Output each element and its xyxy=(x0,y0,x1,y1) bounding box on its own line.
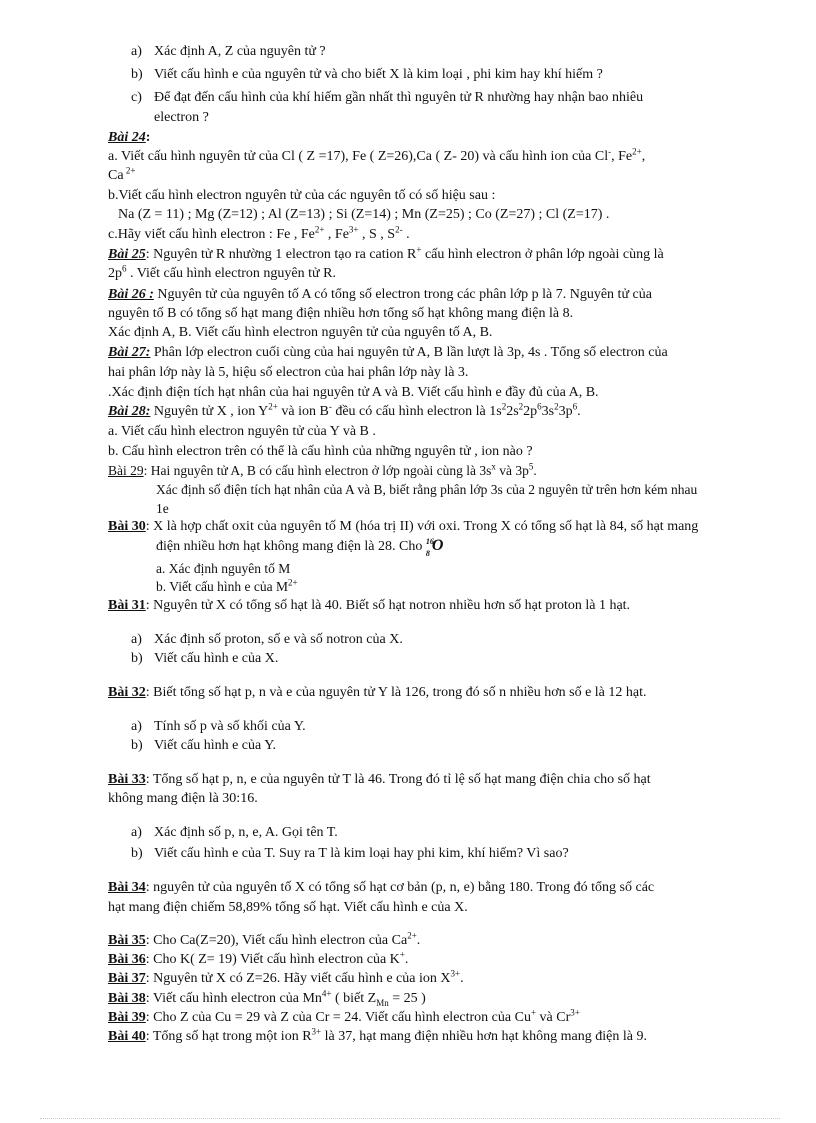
exercise-line: Bài 34: nguyên tử của nguyên tố X có tổng số hạt cơ bản (p, n, e) bằng 180. Trong đó tổng số các xyxy=(108,880,655,895)
exercise-line: Bài 37: Nguyên tử X có Z=26. Hãy viết cấu hình e của ion $X^{3+}$. xyxy=(108,968,464,986)
exercise-line: Bài 25: Nguyên tử R nhường 1 electron tạo ra cation R+ cấu hình electron ở phân lớp ngoài cùng là xyxy=(108,244,664,262)
list-item: b) Viết cấu hình e của Y. xyxy=(131,738,277,753)
exercise-line: Bài 32: Biết tổng số hạt p, n và e của nguyên tử Y là 126, trong đó số n nhiều hơn số e là 12 hạt. xyxy=(108,685,647,700)
paragraph-line: Ca $^{2+}$ xyxy=(108,165,136,183)
exercise-line: Bài 26 : Nguyên tử của nguyên tố A có tổng số electron trong các phân lớp p là 7. Nguyên tử của xyxy=(108,287,652,302)
paragraph-line: a. Viết cấu hình electron nguyên tử của Y và B . xyxy=(108,424,376,439)
page-footer-divider xyxy=(40,1118,780,1119)
exercise-line: Bài 40: Tổng số hạt trong một ion $R^{3+}$ là 37, hạt mang điện nhiều hơn hạt không mang điện là 9. xyxy=(108,1026,647,1044)
paragraph-line: nguyên tố B có tổng số hạt mang điện nhiều hơn tổng số hạt không mang điện là 8. xyxy=(108,306,574,321)
paragraph-line: Xác định số điện tích hạt nhân của A và B, biết rằng phân lớp 3s của 2 nguyên tử trên hơn kém nhau xyxy=(156,482,698,497)
paragraph-line: b. Cấu hình electron trên có thể là cấu hình của những nguyên tử , ion nào ? xyxy=(108,444,533,459)
paragraph-line: $2p^6$ . Viết cấu hình electron nguyên tử R. xyxy=(108,263,336,281)
paragraph-line: điện nhiều hơn hạt không mang điện là 28. Cho 16 8 O xyxy=(156,537,444,558)
exercise-title: Bài 24: xyxy=(108,130,151,145)
list-item: b) Viết cấu hình e của X. xyxy=(131,651,279,666)
paragraph-line: hạt mang điện chiếm 58,89% tổng số hạt. Viết cấu hình e của X. xyxy=(108,900,468,915)
exercise-line: Bài 28: Nguyên tử X , ion $Y^{2+}$ và ion B- đều có cấu hình electron là $1s^22s^22p^63s^23p^6$. xyxy=(108,401,581,419)
exercise-line: Bài 27: Phân lớp electron cuối cùng của hai nguyên tử A, B lần lượt là 3p, 4s . Tổng số electron của xyxy=(108,345,668,360)
paragraph-line: a. Viết cấu hình nguyên tử của Cl ( Z =17), Fe ( Z=26),Ca ( Z- 20) và cấu hình ion của Cl-, $Fe^{2+}$, xyxy=(108,146,646,164)
exercise-line: Bài 31: Nguyên tử X có tổng số hạt là 40. Biết số hạt notron nhiều hơn số hạt proton là 1 hạt. xyxy=(108,598,631,613)
paragraph-line: .Xác định điện tích hạt nhân của hai nguyên tử A và B. Viết cấu hình e đầy đủ của A, B. xyxy=(108,385,599,400)
exercise-line: Bài 39: Cho Z của Cu = 29 và Z của Cr = 24. Viết cấu hình electron của Cu+ và $Cr^{3+}$ xyxy=(108,1007,580,1025)
paragraph-line: Na (Z = 11) ; Mg (Z=12) ; Al (Z=13) ; Si (Z=14) ; Mn (Z=25) ; Co (Z=27) ; Cl (Z=17) . xyxy=(118,207,610,222)
list-item: a. Xác định nguyên tố M xyxy=(156,561,291,576)
paragraph-line: c.Hãy viết cấu hình electron : Fe , $Fe^{2+}$ , $Fe^{3+}$ , S , $S^{2-}$ . xyxy=(108,224,410,242)
exercise-line: Bài 33: Tổng số hạt p, n, e của nguyên tử T là 46. Trong đó tỉ lệ số hạt mang điện chia cho số hạt xyxy=(108,772,651,787)
exercise-line: Bài 36: Cho K( Z= 19) Viết cấu hình electron của K+. xyxy=(108,949,409,967)
oxygen-isotope-symbol: 16 8 O xyxy=(425,537,444,558)
list-item: c) Để đạt đến cấu hình của khí hiếm gần nhất thì nguyên tử R nhường hay nhận bao nhiêu xyxy=(131,90,644,105)
paragraph-line: Xác định A, B. Viết cấu hình electron nguyên tử của nguyên tố A, B. xyxy=(108,325,493,340)
list-item: a) Xác định A, Z của nguyên tử ? xyxy=(131,44,326,59)
exercise-line: Bài 30: X là hợp chất oxit của nguyên tố M (hóa trị II) với oxi. Trong X có tổng số hạt là 84, số hạt mang xyxy=(108,519,699,534)
exercise-line: Bài 35: Cho Ca(Z=20), Viết cấu hình electron của $Ca^{2+}$. xyxy=(108,930,421,948)
list-item: a) Tính số p và số khối của Y. xyxy=(131,719,306,734)
list-item: b. Viết cấu hình e của $M^{2+}$ xyxy=(156,577,298,594)
list-item-continuation: electron ? xyxy=(154,110,209,125)
list-item: a) Xác định số proton, số e và số notron của X. xyxy=(131,632,403,647)
exercise-line: Bài 38: Viết cấu hình electron của $Mn^{4+}$ ( biết $Z_{Mn} = 25$ ) xyxy=(108,988,426,1008)
paragraph-line: hai phân lớp này là 5, hiệu số electron của hai phân lớp này là 3. xyxy=(108,365,469,380)
exercise-line: Bài 29: Hai nguyên tử A, B có cấu hình electron ở lớp ngoài cùng là $3s^x$ và $3p^5$. xyxy=(108,461,537,478)
list-item: a) Xác định số p, n, e, A. Gọi tên T. xyxy=(131,825,338,840)
list-item: b) Viết cấu hình e của T. Suy ra T là kim loại hay phi kim, khí hiếm? Vì sao? xyxy=(131,846,569,861)
list-item: b) Viết cấu hình e của nguyên tử và cho biết X là kim loại , phi kim hay khí hiếm ? xyxy=(131,67,603,82)
paragraph-line: không mang điện là 30:16. xyxy=(108,791,258,806)
paragraph-line: 1e xyxy=(156,501,169,516)
paragraph-line: b.Viết cấu hình electron nguyên tử của các nguyên tố có số hiệu sau : xyxy=(108,188,496,203)
